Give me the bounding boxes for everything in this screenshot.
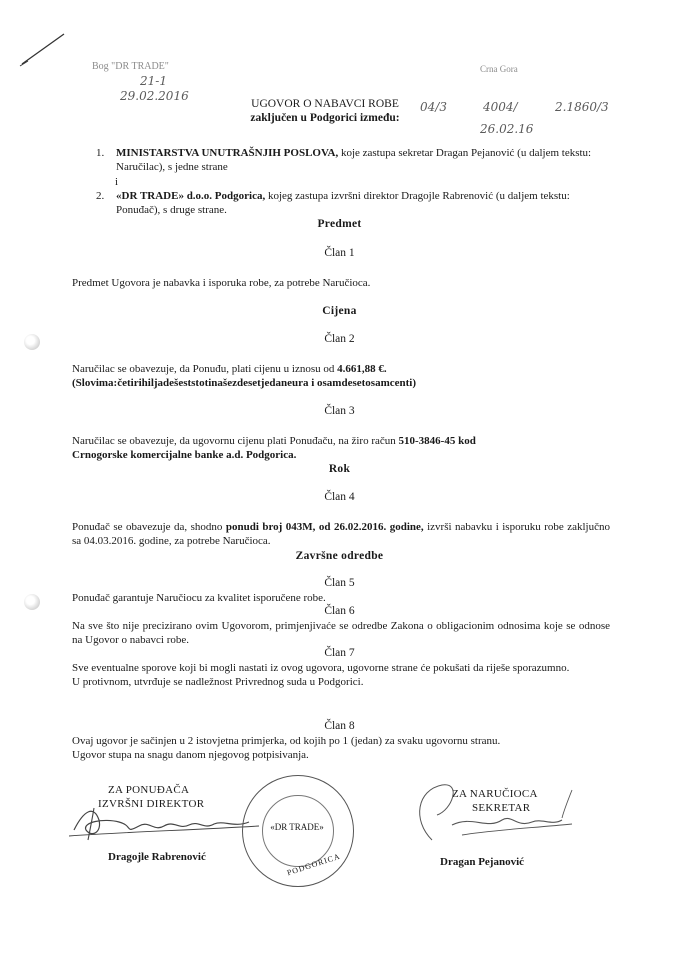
party-2-number: 2. [96, 190, 105, 202]
article-7-text-b: U protivnom, utvrđuje se nadležnost Privrednog suda u Podgorici. [72, 676, 364, 688]
company-stamp-city: PODGORICA [285, 851, 342, 878]
header-stamp-date: 29.02.2016 [120, 89, 189, 103]
party-1 [96, 146, 596, 174]
article-2-amount: 4.661,88 €. [337, 363, 387, 375]
title-line-1: UGOVOR O NABAVCI ROBE [251, 98, 399, 110]
article-4-text-a: Ponuđač se obavezuje da, shodno [72, 521, 226, 533]
header-stamp-top-left: Bog "DR TRADE" [92, 61, 169, 72]
document-title [220, 97, 430, 125]
section-zavrsne-odredbe: Završne odredbe [295, 550, 384, 562]
pen-mark-icon [18, 28, 68, 68]
article-3-bank: Crnogorske komercijalne banke a.d. Podgorica. [72, 449, 297, 461]
handwritten-ref-date: 26.02.16 [480, 122, 534, 136]
article-6-text: Na sve što nije precizirano ovim Ugovorom, primjenjivaće se odredbe Zakona o obligacionim odnosima koje se odnose na Ugovor o nabavci robe. [72, 620, 610, 646]
article-7-text [72, 661, 610, 689]
article-8-label: Član 8 [324, 720, 355, 732]
handwritten-ref-3: 2.1860/3 [555, 100, 609, 114]
article-4-offer: ponudi broj 043M, od 26.02.2016. godine, [225, 521, 424, 533]
party-1-number: 1. [96, 147, 105, 159]
signature-right-name: Dragan Pejanović [440, 856, 525, 868]
signature-right-icon [392, 770, 592, 860]
section-predmet: Predmet [317, 218, 362, 230]
article-7-text-a: Sve eventualne sporove koji bi mogli nastati iz ovog ugovora, ugovorne strane će pokušati da riješe sporazumno. [72, 662, 570, 674]
company-stamp-text: «DR TRADE» [270, 822, 324, 832]
article-2-amount-words: (Slovima:četirihiljadešeststotinašezdesetjedaneura i osamdesetosamcenti) [72, 377, 416, 389]
article-3-account: 510-3846-45 kod [398, 435, 476, 447]
article-8-text-a: Ovaj ugovor je sačinjen u 2 istovjetna primjerka, od kojih po 1 (jedan) za svaku ugovornu stranu. [72, 735, 501, 747]
party-1-name: MINISTARSTVA UNUTRAŠNJIH POSLOVA, [116, 147, 339, 159]
handwritten-ref-2: 4004/ [483, 100, 518, 114]
article-6-label: Član 6 [324, 605, 355, 617]
article-8-text [72, 734, 610, 762]
party-2-text: kojeg zastupa izvršni direktor Dragojle Rabrenović (u daljem tekstu: Ponuđač), s druge strane. [116, 190, 570, 216]
article-7-label: Član 7 [324, 647, 355, 659]
article-5-text: Ponuđač garantuje Naručiocu za kvalitet isporučene robe. [72, 592, 326, 604]
party-connector: i [115, 176, 119, 188]
signature-left-label-1: ZA PONUĐAČA [108, 784, 190, 796]
article-4-label: Član 4 [324, 491, 355, 503]
section-cijena: Cijena [322, 305, 357, 317]
signature-left-icon [64, 800, 264, 845]
signature-right-label-2: SEKRETAR [472, 802, 531, 814]
article-1-text: Predmet Ugovora je nabavka i isporuka robe, za potrebe Naručioca. [72, 277, 371, 289]
article-2-text-a: Naručilac se obavezuje, da Ponuđu, plati cijenu u iznosu od [72, 363, 338, 375]
header-stamp-top-right: Crna Gora [480, 64, 518, 74]
article-3-text-a: Naručilac se obavezuje, da ugovornu cijenu plati Ponuđaču, na žiro račun [72, 435, 399, 447]
signature-left-name: Dragojle Rabrenović [108, 851, 206, 863]
article-2-text [72, 362, 610, 390]
section-rok: Rok [328, 463, 351, 475]
article-1-label: Član 1 [324, 247, 355, 259]
signature-left-label-2: IZVRŠNI DIREKTOR [98, 798, 205, 810]
article-5-label: Član 5 [324, 577, 355, 589]
article-8-text-b: Ugovor stupa na snagu danom njegovog potpisivanja. [72, 749, 309, 761]
article-4-text [72, 520, 610, 548]
article-3-text [72, 434, 610, 462]
header-stamp-number: 21-1 [140, 74, 167, 88]
signature-right-label-1: ZA NARUČIOCA [452, 788, 538, 800]
title-line-2: zaključen u Podgorici između: [250, 112, 400, 124]
handwritten-ref-1: 04/3 [420, 100, 447, 114]
party-2 [96, 189, 596, 217]
party-1-text: koje zastupa sekretar Dragan Pejanović (u daljem tekstu: Naručilac), s jedne strane [116, 147, 592, 173]
article-3-label: Član 3 [324, 405, 355, 417]
article-2-label: Član 2 [324, 333, 355, 345]
party-2-name: «DR TRADE» d.o.o. Podgorica, [116, 190, 266, 202]
article-4-text-b: izvrši nabavku i isporuku robe zaključno sa 04.03.2016. godine, za potrebe Naručioca. [72, 521, 610, 547]
